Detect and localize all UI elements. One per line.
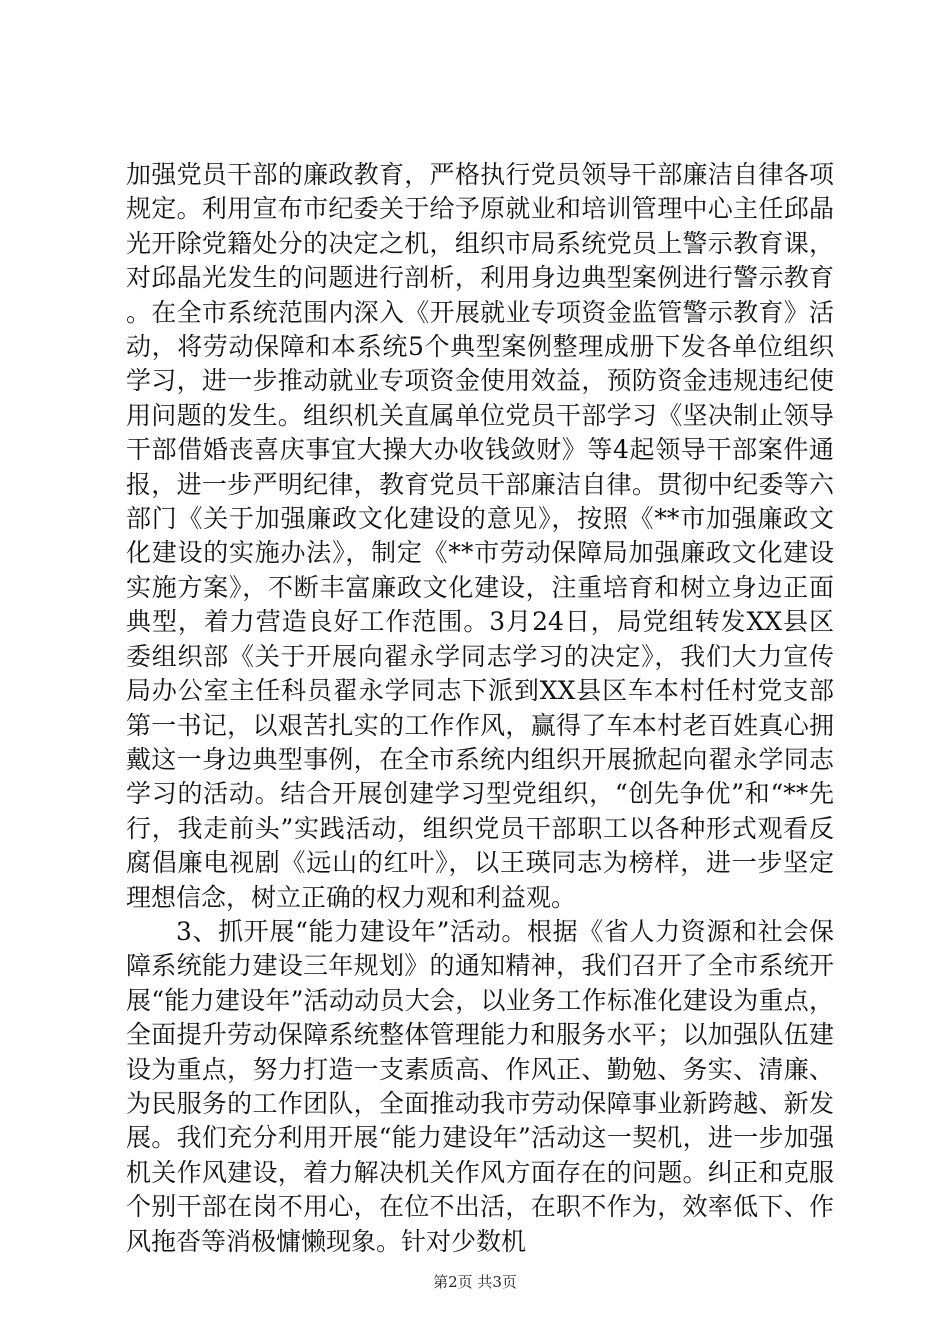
paragraph-capacity-building-year: 3、抓开展“能力建设年”活动。根据《省人力资源和社会保障系统能力建设三年规划》的通知精神，我们召开了全市系统开展“能力建设年”活动动员大会，以业务工作标准化建设为重点，全面提升劳动保障系统整体管理能力和服务水平；以加强队伍建设为重点，努力打造一支素质高、作风正、勤勉、务实、清廉、为民服务的工作团队，全面推动我市劳动保障事业新跨越、新发展。我们充分利用开展“能力建设年”活动这一契机，进一步加强机关作风建设，着力解决机关作风方面存在的问题。纠正和克服个别干部在岗不用心，在位不出活，在职不作为，效率低下、作风拖沓等消极慵懒现象。针对少数机 bbox=[126, 916, 834, 1256]
body-text bbox=[126, 158, 834, 1259]
page-number-footer: 第2页 共3页 bbox=[433, 1273, 517, 1291]
paragraph-discipline-education: 加强党员干部的廉政教育，严格执行党员领导干部廉洁自律各项规定。利用宣布市纪委关于给予原就业和培训管理中心主任邱晶光开除党籍处分的决定之机，组织市局系统党员上警示教育课，对邱晶光发生的问题进行剖析，利用身边典型案例进行警示教育。在全市系统范围内深入《开展就业专项资金监管警示教育》活动，将劳动保障和本系统5个典型案例整理成册下发各单位组织学习，进一步推动就业专项资金使用效益，预防资金违规违纪使用问题的发生。组织机关直属单位党员干部学习《坚决制止领导干部借婚丧喜庆事宜大操大办收钱敛财》等4起领导干部案件通报，进一步严明纪律，教育党员干部廉洁自律。贯彻中纪委等六部门《关于加强廉政文化建设的意见》，按照《**市加强廉政文化建设的实施办法》，制定《**市劳动保障局加强廉政文化建设实施方案》，不断丰富廉政文化建设，注重培育和树立身边正面典型，着力营造良好工作范围。3月24日，局党组转发XX县区委组织部《关于开展向翟永学同志学习的决定》，我们大力宣传局办公室主任科员翟永学同志下派到XX县区车本村任村党支部第一书记，以艰苦扎实的工作作风，赢得了车本村老百姓真心拥戴这一身边典型事例，在全市系统内组织开展掀起向翟永学同志学习的活动。结合开展创建学习型党组织，“创先争优”和“**先行，我走前头”实践活动，组织党员干部职工以各种形式观看反腐倡廉电视剧《远山的红叶》，以王瑛同志为榜样，进一步坚定理想信念，树立正确的权力观和利益观。 bbox=[126, 160, 834, 912]
